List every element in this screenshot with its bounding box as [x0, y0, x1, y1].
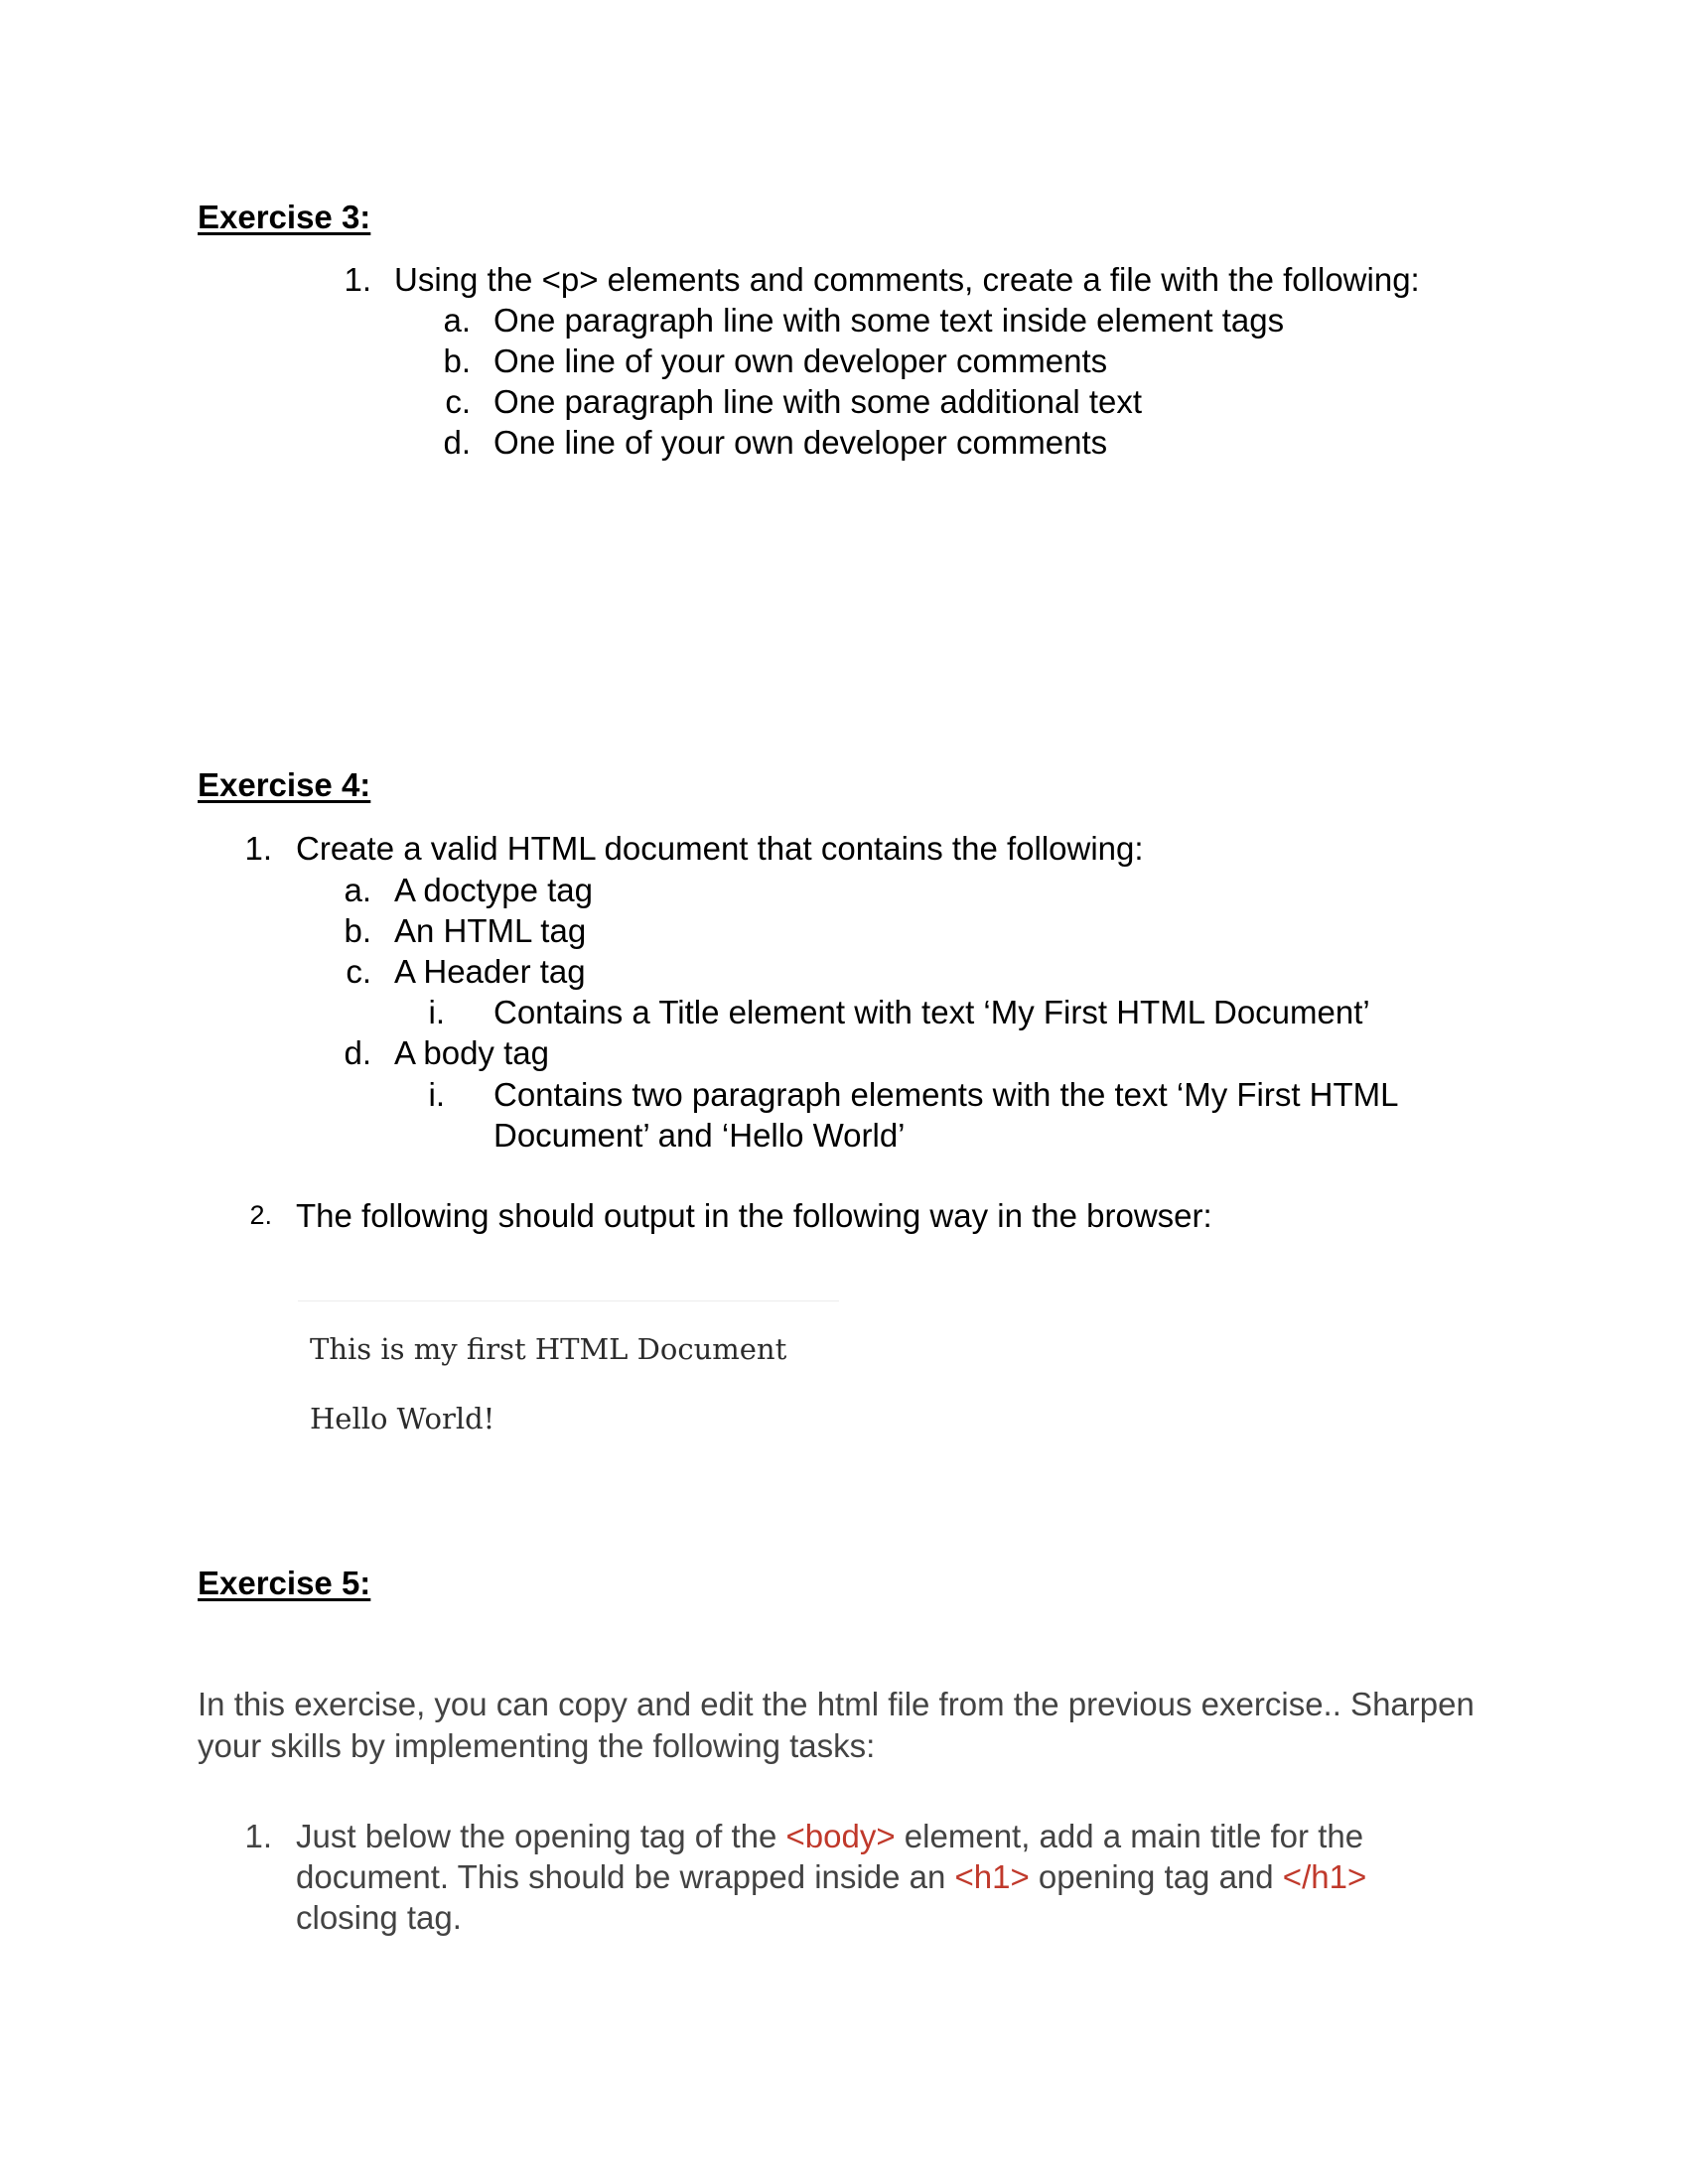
task-text: Just below the opening tag of the — [296, 1818, 786, 1854]
list-item: An HTML tag — [394, 912, 587, 949]
list-item: Create a valid HTML document that contains the following: — [296, 830, 1144, 867]
list-item: One line of your own developer comments — [493, 424, 1108, 461]
list-marker: a. — [443, 302, 471, 339]
list-marker: i. — [428, 1076, 445, 1113]
exercise-3-heading: Exercise 3: — [198, 199, 371, 235]
list-item: Using the <p> elements and comments, create a file with the following: — [394, 261, 1420, 298]
code-snippet: </h1> — [1282, 1858, 1367, 1895]
intro-text-line-2: your skills by implementing the following tasks: — [198, 1727, 876, 1764]
task-line-1 — [296, 1820, 1363, 1852]
list-item: A Header tag — [394, 953, 586, 990]
list-item: One line of your own developer comments — [493, 342, 1108, 379]
list-marker: c. — [445, 383, 471, 420]
list-item: The following should output in the following way in the browser: — [296, 1197, 1212, 1234]
exercise-4-heading: Exercise 4: — [198, 766, 371, 803]
task-line-3: closing tag. — [296, 1899, 462, 1936]
list-marker: 1. — [244, 1818, 272, 1854]
list-marker: a. — [344, 872, 371, 908]
preview-line-2: Hello World! — [310, 1402, 495, 1435]
list-item: A doctype tag — [394, 872, 593, 908]
list-marker: 1. — [344, 261, 371, 298]
task-text: document. This should be wrapped inside an — [296, 1858, 955, 1895]
code-snippet: <h1> — [954, 1858, 1030, 1895]
list-marker: i. — [428, 994, 445, 1030]
list-marker: d. — [344, 1034, 371, 1071]
task-line-2 — [296, 1860, 1366, 1893]
list-item: A body tag — [394, 1034, 549, 1071]
list-marker: 1. — [244, 830, 272, 867]
browser-output-preview — [298, 1300, 839, 1450]
list-item: Contains a Title element with text ‘My First HTML Document’ — [493, 994, 1370, 1030]
list-item-continuation: Document’ and ‘Hello World’ — [493, 1117, 906, 1154]
list-marker: b. — [443, 342, 471, 379]
list-item: One paragraph line with some additional text — [493, 383, 1143, 420]
task-text: opening tag and — [1029, 1858, 1283, 1895]
preview-line-1: This is my first HTML Document — [310, 1332, 787, 1366]
code-snippet: <body> — [785, 1818, 896, 1854]
list-marker: b. — [344, 912, 371, 949]
task-text: element, add a main title for the — [895, 1818, 1364, 1854]
list-marker: 2. — [249, 1200, 272, 1230]
list-marker: c. — [346, 953, 371, 990]
exercise-5-heading: Exercise 5: — [198, 1565, 371, 1601]
list-marker: d. — [443, 424, 471, 461]
intro-text-line-1: In this exercise, you can copy and edit the html file from the previous exercise.. Sharpen — [198, 1686, 1475, 1722]
list-item: Contains two paragraph elements with the text ‘My First HTML — [493, 1076, 1399, 1113]
list-item: One paragraph line with some text inside element tags — [493, 302, 1285, 339]
